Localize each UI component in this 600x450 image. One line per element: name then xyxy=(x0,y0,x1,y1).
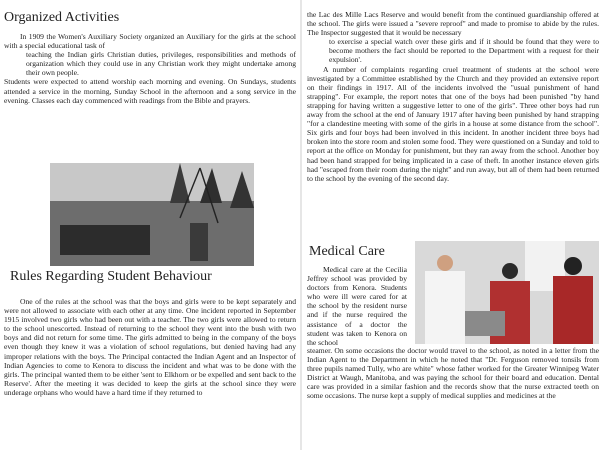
paragraph-medical-care: Medical care at the Cecilia Jeffrey school was provided by doctors from Kenora. Students who were ill were cared for at the school by the resident nurse and if the nurse required the assistance of a doctor the student was taken to Kenora on the school xyxy=(307,265,407,347)
nursing-photo xyxy=(415,241,599,344)
outdoor-photo-illustration xyxy=(50,163,254,266)
heading-rules-student-behaviour: Rules Regarding Student Behaviour xyxy=(10,269,212,284)
left-column xyxy=(4,0,296,450)
page-gutter xyxy=(300,0,302,450)
paragraph-worship: Students were expected to attend worship each morning and evening. On Sundays, students attended a service in the morning, Sunday School in the afternoon and a song service in the evening. Classes each day commenced with readings from the Bible and prayers. xyxy=(4,77,296,105)
quote-inspector: to exercise a special watch over these girls and if it should be found that they were to become mothers the fact should be reported to the Department with a request for their expulsion'. xyxy=(329,37,599,65)
paragraph-lac-des-mille-lacs: the Lac des Mille Lacs Reserve and would benefit from the continued guardianship offered at the school. The girls were issued a "severe reproof" and made to promise to abide by the rules. The Inspector suggested that it would be necessary xyxy=(307,10,599,38)
right-column xyxy=(307,0,599,450)
paragraph-steamer: steamer. On some occasions the doctor would travel to the school, as noted in a letter from the Indian Agent to the Department in which he noted that "Dr. Ferguson removed tonsils from three pupils named Tully, who are white" whose father worked for the Greater Winnipeg Water District at Waugh, Manitoba, and was paying the school for their board and education. Dental care was provided in a similar fashion and the records show that the nurse extracted teeth on some occasions. The nurse kept a supply of medical supplies and medicines at the xyxy=(307,346,599,401)
nursing-photo-illustration xyxy=(415,241,599,344)
outdoor-group-photo xyxy=(50,163,254,266)
heading-medical-care: Medical Care xyxy=(309,244,385,259)
paragraph-rules: One of the rules at the school was that the boys and girls were to be kept separately and were not allowed to associate with each other at any time. One incident reported in September 1915 involved two girls who had been out with a teacher. The two girls were allowed to return to the school unescorted. Instead of returning to the school they went into the bush with two boys and did not return for some time. The girls admitted to being in the company of the boys even though they knew it was a violation of school regulations, but denied having had any improper relations with the boys. The Principal contacted the Indian Agent and an Inspector of Indian Agencies to come to Kenora to discuss the incident and what was to be done with the girls. The principal wanted them to be either 'sent to Elkhorn or be expelled and sent back to the Reserve'. After the meeting it was decided to keep the girls at the school since they were underage orphans who would have a hard time if they returned to xyxy=(4,297,296,397)
paragraph-complaints: A number of complaints regarding cruel treatment of students at the school were investigated by a Committee established by the Church and they provided an extensive report on their findings in 1917. All of the incidents involved the "usual punishment of hand strapping". For example, the report notes that one of the boys had been punished "by hand strapping for having written a suggestive letter to one of the girls". Three other boys had run away from the school at the end of January 1917 after having been punished by hand strapping "for a clandestine meeting with some of the girls in a house at some distance from the school". Six girls and four boys had been involved in this incident. In another incident three boys had broken into the store room and stolen some food. They were questioned on a Sunday and told to report at the office on Monday for punishment, but they ran away from the school. Another boy had been hand strapped for being implicated in a case of theft. In another instance eleven girls had "escaped from their room during the night" and run away, but all of them had been returned to the school by the evening of the second day. xyxy=(307,64,599,183)
quote-auxiliary-task: teaching the Indian girls Christian duties, privileges, responsibilities and methods of organization which they could use in any Christian work they might undertake among their own people. xyxy=(26,50,296,78)
paragraph-womens-auxiliary: In 1909 the Women's Auxiliary Society organized an Auxiliary for the girls at the school with a special educational task of xyxy=(4,32,296,51)
heading-organized-activities: Organized Activities xyxy=(4,10,120,25)
